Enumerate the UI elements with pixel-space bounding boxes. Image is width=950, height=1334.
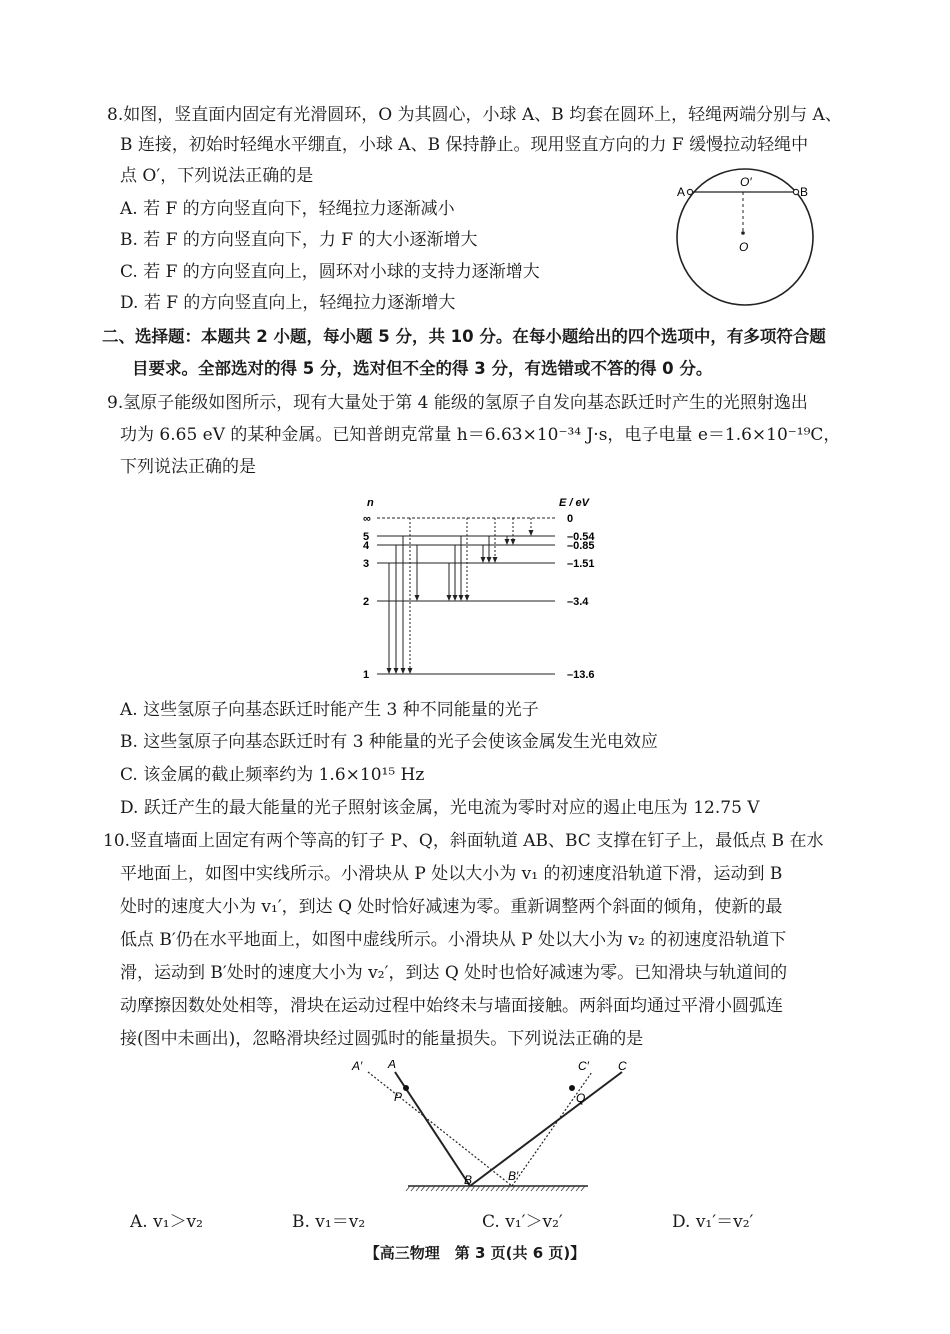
label-a-prime: A′ <box>352 1060 363 1073</box>
track-b-prime-c-prime <box>512 1072 592 1186</box>
ground-hatch-line <box>406 1186 410 1191</box>
q10-stem-line-4: 低点 B′仍在水平地面上，如图中虚线所示。小滑块从 P 处以大小为 v₂ 的初速度沿轨道下 <box>120 930 787 950</box>
ground-hatch-line <box>541 1186 545 1191</box>
q10-stem-line-5: 滑，运动到 B′处时的速度大小为 v₂′，到达 Q 处时也恰好减速为零。已知滑块与轨道间的 <box>120 963 788 983</box>
ground-hatch-line <box>531 1186 535 1191</box>
section2-heading-line-2: 目要求。全部选对的得 5 分，选对但不全的得 3 分，有选错或不答的得 0 分。 <box>132 359 713 378</box>
incline-figure <box>340 1060 650 1200</box>
ground-hatch-line <box>511 1186 515 1191</box>
transition-arrow-head <box>481 557 486 563</box>
ground-hatch-line <box>426 1186 430 1191</box>
ground-hatch-line <box>431 1186 435 1191</box>
peg-p <box>403 1085 409 1091</box>
ground-hatch-line <box>496 1186 500 1191</box>
ground-hatch-line <box>451 1186 455 1191</box>
ground-hatch-line <box>566 1186 570 1191</box>
level-n-label: 2 <box>363 596 370 608</box>
q8-option-c: C. 若 F 的方向竖直向上，圆环对小球的支持力逐渐增大 <box>120 262 540 282</box>
transition-arrow-head <box>487 557 492 563</box>
ground-hatch-line <box>456 1186 460 1191</box>
q10-option-d: D. v₁′＝v₂′ <box>672 1212 754 1232</box>
transition-arrow-head <box>453 595 458 601</box>
ground-hatch-line <box>441 1186 445 1191</box>
level-energy-label: –13.6 <box>567 669 595 681</box>
q10-stem-line-2: 平地面上，如图中实线所示。小滑块从 P 处以大小为 v₁ 的初速度沿轨道下滑，运动到 B <box>120 864 783 884</box>
q9-option-c: C. 该金属的截止频率约为 1.6×10¹⁵ Hz <box>120 765 425 785</box>
q10-stem-line-3: 处时的速度大小为 v₁′，到达 Q 处时恰好减速为零。重新调整两个斜面的倾角，使新的最 <box>120 897 783 917</box>
ground-hatch-line <box>476 1186 480 1191</box>
q9-option-b: B. 这些氢原子向基态跃迁时有 3 种能量的光子会使该金属发生光电效应 <box>120 732 658 752</box>
label-q: Q <box>576 1091 586 1105</box>
q9-option-a: A. 这些氢原子向基态跃迁时能产生 3 种不同能量的光子 <box>120 700 539 720</box>
ground-hatch-line <box>536 1186 540 1191</box>
label-p: P <box>394 1090 403 1104</box>
ground-hatch-line <box>556 1186 560 1191</box>
q8-stem-line-2: B 连接，初始时轻绳水平绷直，小球 A、B 保持静止。现用竖直方向的力 F 缓慢拉动轻绳中 <box>120 135 809 155</box>
q8-ring-figure <box>670 165 830 310</box>
q10-option-b: B. v₁＝v₂ <box>292 1212 366 1232</box>
label-b: B <box>464 1173 473 1187</box>
ground-hatch-line <box>576 1186 580 1191</box>
ground-hatch-line <box>526 1186 530 1191</box>
q8-option-a: A. 若 F 的方向竖直向下，轻绳拉力逐渐减小 <box>120 199 455 219</box>
transition-arrow-head <box>394 668 399 674</box>
level-n-label: ∞ <box>363 513 371 525</box>
ground-hatch-line <box>446 1186 450 1191</box>
label-b: B <box>800 185 809 199</box>
ground-hatch-line <box>546 1186 550 1191</box>
ground-hatch-line <box>421 1186 425 1191</box>
ground-hatch-line <box>481 1186 485 1191</box>
q8-option-b: B. 若 F 的方向竖直向下，力 F 的大小逐渐增大 <box>120 230 478 250</box>
level-energy-label: –3.4 <box>567 596 589 608</box>
level-energy-label: –0.85 <box>567 540 595 552</box>
level-energy-label: –1.51 <box>567 558 595 570</box>
label-o: O <box>739 240 749 254</box>
q8-stem-line-3: 点 O′，下列说法正确的是 <box>120 166 314 186</box>
ground-hatch-line <box>411 1186 415 1191</box>
transition-arrow-head <box>505 539 510 545</box>
q10-stem-line-6: 动摩擦因数处处相等，滑块在运动过程中始终未与墙面接触。两斜面均通过平滑小圆弧连 <box>120 996 783 1016</box>
ground-hatch-line <box>436 1186 440 1191</box>
q9-stem-line-2: 功为 6.65 eV 的某种金属。已知普朗克常量 h＝6.63×10⁻³⁴ J·s，电子电量 e＝1.6×10⁻¹⁹C， <box>120 425 841 445</box>
ground-hatch-line <box>571 1186 575 1191</box>
track-a-prime-b-prime <box>368 1072 512 1186</box>
level-n-label: 3 <box>363 558 370 570</box>
q8-option-d: D. 若 F 的方向竖直向上，轻绳拉力逐渐增大 <box>120 293 456 313</box>
ground-hatch-line <box>416 1186 420 1191</box>
label-c: C <box>618 1060 627 1073</box>
ball-a <box>687 189 692 194</box>
energy-level-diagram <box>355 488 635 688</box>
center-dot <box>741 231 745 235</box>
level-energy-label: –0.54 <box>567 531 595 543</box>
transition-arrow-head <box>401 668 406 674</box>
label-a: A <box>388 1060 397 1071</box>
transition-arrow-head <box>529 530 534 536</box>
q10-stem-line-1: 10.竖直墙面上固定有两个等高的钉子 P、Q，斜面轨道 AB、BC 支撑在钉子上，最低点 B 在水 <box>103 831 824 851</box>
ground-hatch-line <box>516 1186 520 1191</box>
transition-arrow-head <box>447 595 452 601</box>
n-axis-label: n <box>367 497 374 509</box>
q9-stem-line-3: 下列说法正确的是 <box>120 457 256 477</box>
ball-b <box>793 189 798 194</box>
transition-arrow-head <box>465 595 470 601</box>
ground-hatch-line <box>506 1186 510 1191</box>
ground-hatch-line <box>561 1186 565 1191</box>
ground-hatch-line <box>581 1186 585 1191</box>
q8-stem-line-1: 8.如图，竖直面内固定有光滑圆环，O 为其圆心，小球 A、B 均套在圆环上，轻绳两端分别与 A、 <box>107 105 842 125</box>
label-b-prime: B′ <box>508 1169 519 1183</box>
level-n-label: 4 <box>363 540 370 552</box>
transition-arrow-head <box>511 539 516 545</box>
q10-option-a: A. v₁＞v₂ <box>130 1212 203 1232</box>
transition-arrow-head <box>408 668 413 674</box>
q10-stem-line-7: 接(图中未画出)，忽略滑块经过圆弧时的能量损失。下列说法正确的是 <box>120 1029 644 1049</box>
transition-arrow-head <box>493 557 498 563</box>
ground-hatch-line <box>501 1186 505 1191</box>
level-energy-label: 0 <box>567 513 574 525</box>
q9-option-d: D. 跃迁产生的最大能量的光子照射该金属，光电流为零时对应的遏止电压为 12.75 V <box>120 798 760 818</box>
transition-arrow-head <box>415 595 420 601</box>
e-axis-label: E / eV <box>559 497 589 509</box>
section2-heading-line-1: 二、选择题：本题共 2 小题，每小题 5 分，共 10 分。在每小题给出的四个选项中，有多项符合题 <box>102 327 826 346</box>
q9-stem-line-1: 9.氢原子能级如图所示，现有大量处于第 4 能级的氢原子自发向基态跃迁时产生的光照射逸出 <box>107 393 808 413</box>
label-c-prime: C′ <box>578 1060 589 1073</box>
transition-arrow-head <box>459 595 464 601</box>
transition-arrow-head <box>387 668 392 674</box>
page-footer: 【高三物理 第 3 页(共 6 页)】 <box>364 1244 586 1262</box>
peg-q <box>569 1085 575 1091</box>
ring-circle <box>677 169 813 305</box>
ground-hatch-line <box>491 1186 495 1191</box>
label-o-prime: O′ <box>740 175 752 189</box>
level-n-label: 1 <box>363 669 370 681</box>
ground-hatch-line <box>521 1186 525 1191</box>
ground-hatch-line <box>551 1186 555 1191</box>
label-a: A <box>677 185 686 199</box>
level-n-label: 5 <box>363 531 370 543</box>
track-bc <box>470 1072 622 1186</box>
q10-option-c: C. v₁′＞v₂′ <box>482 1212 563 1232</box>
ground-hatch-line <box>486 1186 490 1191</box>
